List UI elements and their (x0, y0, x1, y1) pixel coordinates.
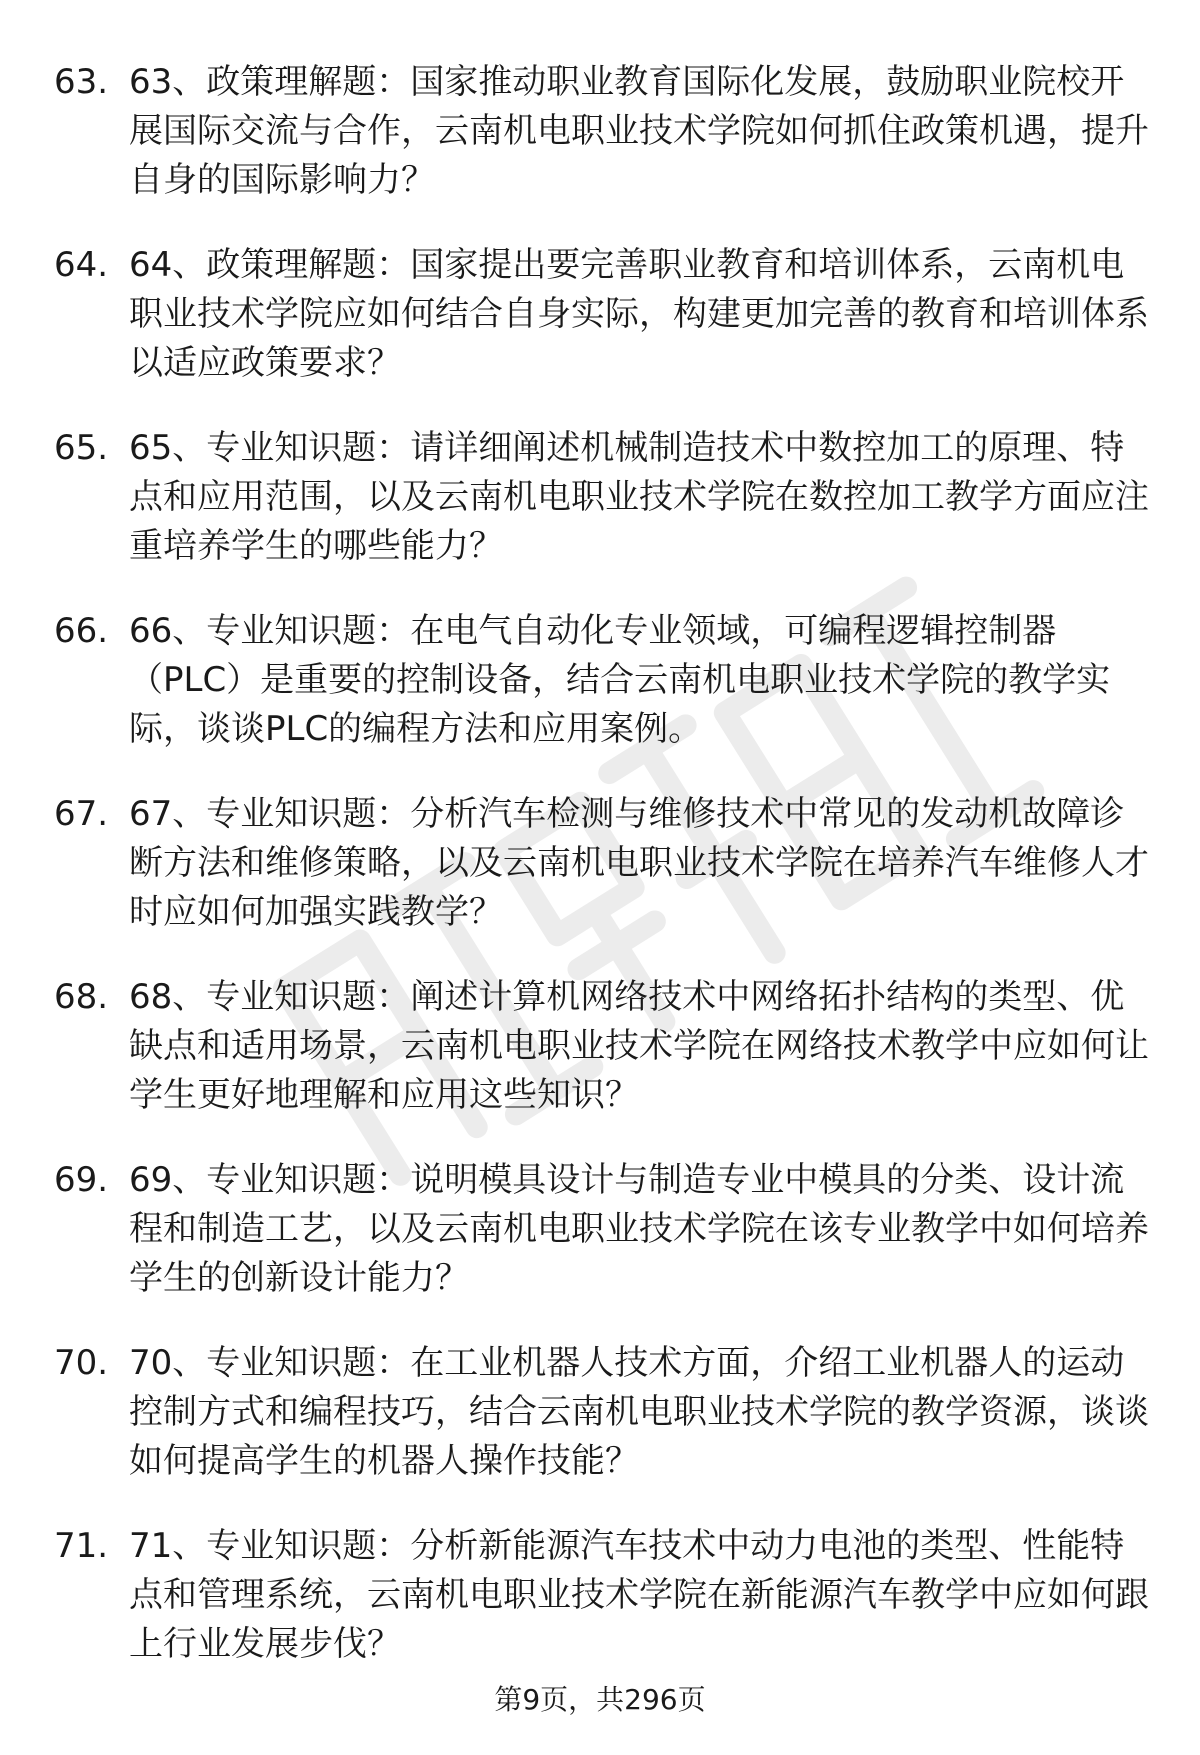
question-number: 66. (54, 611, 109, 651)
question-text: 69、专业知识题：说明模具设计与制造专业中模具的分类、设计流程和制造工艺，以及云南机电职业技术学院在该专业教学中如何培养学生的创新设计能力？ (129, 1160, 1149, 1298)
question-text: 66、专业知识题：在电气自动化专业领域，可编程逻辑控制器（PLC）是重要的控制设备，结合云南机电职业技术学院的教学实际，谈谈PLC的编程方法和应用案例。 (129, 611, 1111, 749)
question-item (0, 1339, 1200, 1486)
question-text: 67、专业知识题：分析汽车检测与维修技术中常见的发动机故障诊断方法和维修策略，以及云南机电职业技术学院在培养汽车维修人才时应如何加强实践教学？ (129, 794, 1149, 932)
question-number: 67. (54, 794, 109, 834)
question-text: 68、专业知识题：阐述计算机网络技术中网络拓扑结构的类型、优缺点和适用场景，云南机电职业技术学院在网络技术教学中应如何让学生更好地理解和应用这些知识？ (129, 977, 1149, 1115)
question-item (0, 58, 1200, 205)
question-number: 70. (54, 1343, 109, 1383)
question-number: 64. (54, 245, 109, 285)
question-number: 65. (54, 428, 109, 468)
question-item (0, 241, 1200, 388)
question-number: 68. (54, 977, 109, 1017)
question-text: 63、政策理解题：国家推动职业教育国际化发展，鼓励职业院校开展国际交流与合作，云南机电职业技术学院如何抓住政策机遇，提升自身的国际影响力？ (129, 62, 1149, 200)
question-item (0, 1156, 1200, 1303)
question-item (0, 973, 1200, 1120)
question-number: 71. (54, 1526, 109, 1566)
question-list (0, 58, 1200, 1705)
question-number: 63. (54, 62, 109, 102)
question-text: 71、专业知识题：分析新能源汽车技术中动力电池的类型、性能特点和管理系统，云南机电职业技术学院在新能源汽车教学中应如何跟上行业发展步伐？ (129, 1526, 1149, 1664)
question-item (0, 790, 1200, 937)
question-text: 65、专业知识题：请详细阐述机械制造技术中数控加工的原理、特点和应用范围，以及云南机电职业技术学院在数控加工教学方面应注重培养学生的哪些能力？ (129, 428, 1149, 566)
question-item (0, 607, 1200, 754)
question-text: 70、专业知识题：在工业机器人技术方面，介绍工业机器人的运动控制方式和编程技巧，结合云南机电职业技术学院的教学资源，谈谈如何提高学生的机器人操作技能？ (129, 1343, 1149, 1481)
question-number: 69. (54, 1160, 109, 1200)
question-item (0, 1522, 1200, 1669)
question-item (0, 424, 1200, 571)
page-footer (0, 1680, 1200, 1720)
page-number-label: 第9页，共296页 (494, 1683, 706, 1716)
question-text: 64、政策理解题：国家提出要完善职业教育和培训体系，云南机电职业技术学院应如何结合自身实际，构建更加完善的教育和培训体系以适应政策要求？ (129, 245, 1149, 383)
